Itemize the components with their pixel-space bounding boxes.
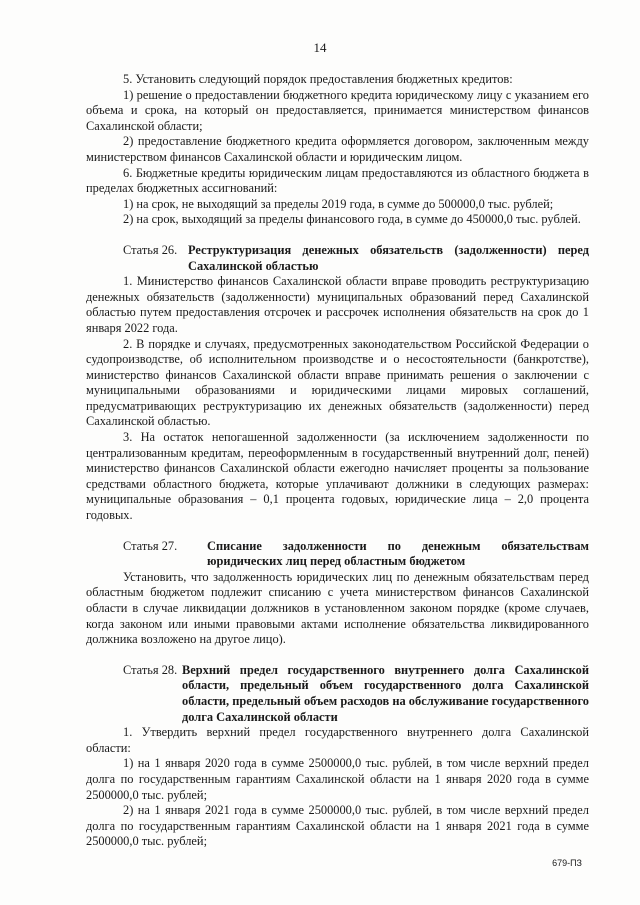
article-28-para-3: 2) на 1 января 2021 года в сумме 2500000,0 тыс. рублей, в том числе верхний предел долга по государственным гарантиям Сахалинской области на 1 января 2021 года в сумме 2500000,0 тыс. рублей; [86, 803, 589, 849]
para5-item-2: 2) предоставление бюджетного кредита оформляется договором, заключенным между министерством финансов Сахалинской области и юридическим лицом. [86, 134, 589, 164]
article-26-para-2: 2. В порядке и случаях, предусмотренных законодательством Российской Федерации о судопроизводстве, об исполнительном производстве и о несостоятельности (банкротстве), министерство финансов Сахалинской области вправе принимать решения о заключении с муниципальными образованиями и юридическими лицами мировых соглашений, предусматривающих реструктуризацию их денежных обязательств (задолженности) перед Сахалинской областью. [86, 336, 589, 429]
article-26-heading [86, 243, 589, 274]
article-28-para-2: 1) на 1 января 2020 года в сумме 2500000,0 тыс. рублей, в том числе верхний предел долга по государственным гарантиям Сахалинской области на 1 января 2020 года в сумме 2500000,0 тыс. рублей; [86, 756, 589, 802]
article-27-heading [86, 539, 589, 570]
article-26-label: Статья 26. [123, 242, 178, 257]
document-body [86, 72, 589, 850]
para5-intro: 5. Установить следующий порядок предоставления бюджетных кредитов: [123, 72, 513, 86]
article-27-para-1: Установить, что задолженность юридических лиц по денежным обязательствам перед областным бюджетом подлежит списанию с учета министерством финансов Сахалинской области в случае ликвидации должников в установленном законом порядке (кроме случаев, когда законом или иными правовыми актами исполнение обязательства ликвидированного должника возложено на другое лицо). [86, 569, 589, 647]
article-26-para-3: 3. На остаток непогашенной задолженности (за исключением задолженности по централизованным кредитам, переоформленным в государственный внутренний долг, пеней) министерство финансов Сахалинской области ежегодно начисляет проценты за пользование средствами областного бюджета, которые уплачивают должники в следующих размерах: муниципальные образования – 0,1 процента годовых, юридические лица – 2,0 процента годовых. [86, 430, 589, 523]
article-28-title: Верхний предел государственного внутреннего долга Сахалинской области, предельный объем государственного долга Сахалинской области, предельный объем расходов на обслуживание государственного долга Сахалинской области [182, 662, 589, 724]
article-28-para-1: 1. Утвердить верхний предел государственного внутреннего долга Сахалинской области: [86, 725, 589, 755]
page-number: 14 [313, 40, 327, 55]
article-27-title: Списание задолженности по денежным обязательствам юридических лиц перед областным бюджетом [207, 538, 589, 569]
article-26-para-1: 1. Министерство финансов Сахалинской области вправе проводить реструктуризацию денежных обязательств (задолженности) муниципальных образований перед Сахалинской областью путем предоставления отсрочек и рассрочек исполнения обязательств на срок до 1 января 2022 года. [86, 274, 589, 335]
para6-item-2: 2) на срок, выходящий за пределы финансового года, в сумме до 450000,0 тыс. рублей. [123, 212, 581, 227]
document-code: 679-ПЗ [552, 858, 582, 868]
article-26-title: Реструктуризация денежных обязательств (задолженности) перед Сахалинской областью [188, 242, 589, 273]
article-27-label: Статья 27. [123, 538, 178, 553]
para6-intro: 6. Бюджетные кредиты юридическим лицам предоставляются из областного бюджета в пределах бюджетных ассигнований: [86, 165, 589, 196]
para5-item-1: 1) решение о предоставлении бюджетного кредита юридическому лицу с указанием его объема и срока, на который он предоставляется, принимается министерством финансов Сахалинской области; [86, 87, 589, 133]
para6-item-1: 1) на срок, не выходящий за пределы 2019 года, в сумме до 500000,0 тыс. рублей; [123, 196, 554, 211]
article-28-label: Статья 28. [123, 662, 178, 677]
article-28-heading [86, 663, 589, 725]
